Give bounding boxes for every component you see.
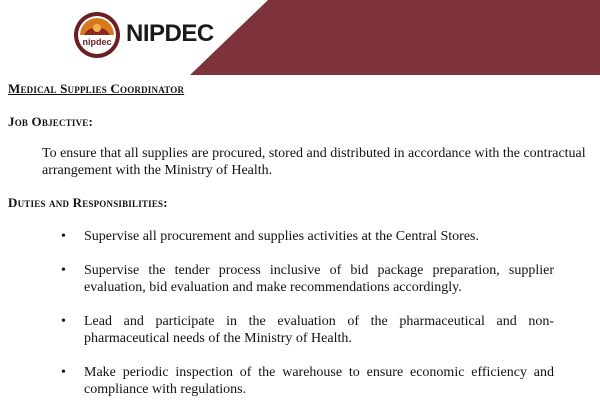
nipdec-logo-icon (72, 10, 122, 60)
bullet-icon: • (61, 314, 66, 329)
duty-text: Supervise all procurement and supplies activities at the Central Stores. (84, 229, 480, 244)
bullet-icon: • (61, 229, 66, 244)
document-title: Medical Supplies Coordinator (8, 81, 185, 96)
bullet-icon: • (61, 263, 66, 278)
objective-text: To ensure that all supplies are procured, stored and distributed in accordance with the contractual arrangement with the Ministry of Health. (42, 146, 586, 178)
duty-text: Supervise the tender process inclusive of bid package preparation, supplier evaluation, bid evaluation and make recommendations accordingly. (84, 263, 554, 295)
objective-heading: Job Objective: (8, 114, 94, 129)
duty-text: Lead and participate in the evaluation of the pharmaceutical and non-pharmaceutical needs of the Ministry of Health. (84, 314, 554, 346)
duty-text: Make periodic inspection of the warehouse to ensure economic efficiency and compliance with regulations. (84, 365, 554, 397)
logo-lettering: nipdec (82, 37, 112, 47)
duties-heading: Duties and Responsibilities: (8, 195, 168, 210)
bullet-icon: • (61, 365, 66, 380)
brand-name: NIPDEC (126, 20, 214, 47)
